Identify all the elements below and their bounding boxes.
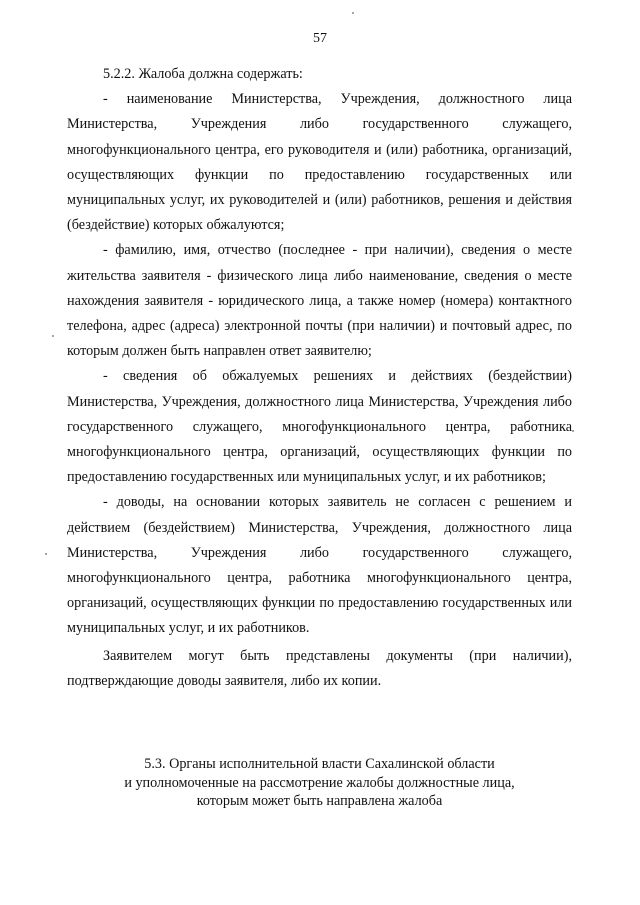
paragraph-item-appealed-decisions: - сведения об обжалуемых решениях и действиях (бездействии) Министерства, Учреждения, должностного лица Министерства, Учреждения либо государственного служащего, многофункционального центра, работника многофункционального центра, организаций, осуществляющих функции по предоставлению государственных или муниципальных услуг, и их работников; <box>67 368 572 486</box>
paragraph-complaint-requirements: 5.2.2. Жалоба должна содержать: <box>103 66 303 82</box>
section-heading-line: 5.3. Органы исполнительной власти Сахалинской области <box>144 756 495 772</box>
scan-speck <box>572 430 574 432</box>
section-heading-line: которым может быть направлена жалоба <box>196 793 443 809</box>
paragraph-supporting-documents: Заявителем могут быть представлены документы (при наличии), подтверждающие доводы заявителя, либо их копии. <box>67 647 572 689</box>
paragraph-item-applicant-details: - фамилию, имя, отчество (последнее - при наличии), сведения о месте жительства заявителя - физического лица либо наименование, сведения о месте нахождения заявителя - юридического лица, а также номер (номера) контактного телефона, адрес (адреса) электронной почты (при наличии) и почтовый адрес, по которым должен быть направлен ответ заявителю; <box>67 242 572 360</box>
scan-speck <box>45 553 47 555</box>
section-heading-line: и уполномоченные на рассмотрение жалобы должностные лица, <box>124 774 515 791</box>
paragraph-item-arguments: - доводы, на основании которых заявитель не согласен с решением и действием (бездействием) Министерства, Учреждения, должностного лица Министерства, Учреждения либо государственного служащего, многофункционального центра, работника многофункционального центра, организаций, осуществляющих функции по предоставлению государственных или муниципальных услуг, и их работников. <box>67 494 572 637</box>
paragraph-item-ministry-name: - наименование Министерства, Учреждения, должностного лица Министерства, Учреждения либо государственного служащего, многофункционального центра, его руководителя и (или) работника, организаций, осуществляющих функции по предоставлению государственных или муниципальных услуг, их руководителей и (или) работников, решения и действия (бездействие) которых обжалуются; <box>67 91 572 234</box>
scan-speck <box>352 12 354 14</box>
document-body <box>67 62 572 694</box>
section-heading <box>67 755 572 811</box>
scan-speck <box>52 335 54 337</box>
page-number: 57 <box>313 31 327 46</box>
